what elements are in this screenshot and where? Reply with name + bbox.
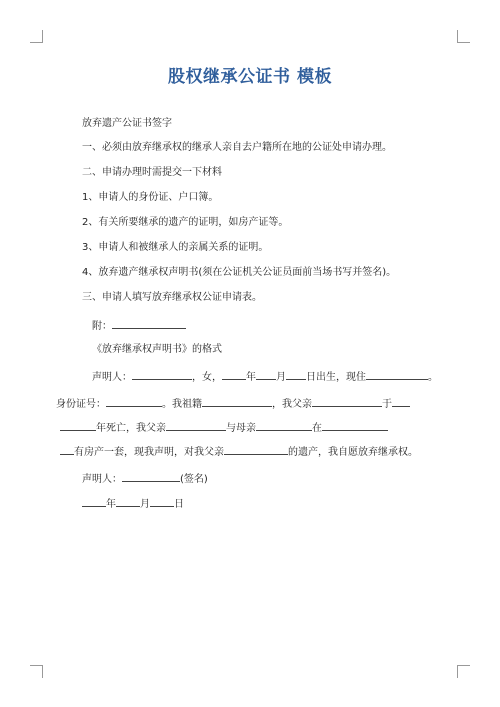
line-item-one: 一、必须由放弃继承权的继承人亲自去户籍所在地的公证处申请办理。 bbox=[82, 142, 392, 153]
crop-mark-bottom-left bbox=[30, 665, 43, 678]
declarant-label: 声明人： bbox=[92, 372, 132, 383]
id-blank bbox=[106, 395, 162, 407]
form-line-3 bbox=[60, 419, 388, 436]
name-blank bbox=[132, 368, 192, 380]
signature-suffix: (签名) bbox=[180, 474, 208, 485]
death-date-blank bbox=[392, 395, 410, 407]
location-blank bbox=[322, 419, 388, 431]
attachment-blank bbox=[112, 317, 186, 329]
died-text: 年死亡，我父亲 bbox=[96, 423, 166, 434]
birth-day-blank bbox=[286, 368, 306, 380]
ancestry-blank bbox=[202, 395, 272, 407]
signature-label: 声明人： bbox=[82, 474, 122, 485]
residence-blank bbox=[366, 368, 428, 380]
crop-mark-top-left bbox=[30, 30, 43, 43]
line-format-heading: 《放弃继承权声明书》的格式 bbox=[92, 344, 222, 355]
line-material-1: 1、申请人的身份证、户口簿。 bbox=[82, 192, 219, 203]
at-time-text: 于 bbox=[382, 399, 392, 410]
date-day-text: 日 bbox=[174, 499, 184, 510]
date-day-blank bbox=[150, 495, 174, 507]
line-item-three: 三、申请人填写放弃继承权公证申请表。 bbox=[82, 292, 262, 303]
form-line-4 bbox=[60, 443, 418, 460]
line-material-2: 2、有关所要继承的遗产的证明，如房产证等。 bbox=[82, 217, 289, 228]
renounce-text: 的遗产，我自愿放弃继承权。 bbox=[288, 447, 418, 458]
house-location-blank bbox=[60, 443, 74, 455]
father-name-blank-3 bbox=[224, 443, 288, 455]
line-signature-heading: 放弃遗产公证书签字 bbox=[82, 118, 172, 129]
month-text: 月 bbox=[276, 372, 286, 383]
date-month-text: 月 bbox=[140, 499, 150, 510]
crop-mark-bottom-right bbox=[457, 665, 470, 678]
date-year-blank bbox=[82, 495, 106, 507]
gender-text: ，女， bbox=[192, 372, 222, 383]
father-text: ，我父亲 bbox=[272, 399, 312, 410]
death-year-blank bbox=[60, 419, 96, 431]
document-title: 股权继承公证书 模板 bbox=[168, 67, 332, 87]
date-month-blank bbox=[116, 495, 140, 507]
birth-year-blank bbox=[222, 368, 246, 380]
attachment-label: 附： bbox=[92, 321, 112, 332]
crop-mark-top-right bbox=[457, 30, 470, 43]
line-material-4: 4、放弃遗产继承权声明书(须在公证机关公证员面前当场书写并签名)。 bbox=[82, 267, 397, 278]
form-line-1 bbox=[92, 368, 438, 385]
mother-text: 与母亲 bbox=[226, 423, 256, 434]
date-year-text: 年 bbox=[106, 499, 116, 510]
line-attachment bbox=[92, 317, 186, 334]
ancestry-text: 。我祖籍 bbox=[162, 399, 202, 410]
form-line-2 bbox=[56, 395, 410, 412]
birth-month-blank bbox=[256, 368, 276, 380]
line-material-3: 3、申请人和被继承人的亲属关系的证明。 bbox=[82, 242, 269, 253]
date-line bbox=[82, 495, 184, 512]
signature-line bbox=[82, 470, 208, 487]
line-item-two: 二、申请办理时需提交一下材料 bbox=[82, 167, 222, 178]
signature-blank bbox=[122, 470, 180, 482]
father-name-blank bbox=[312, 395, 382, 407]
house-text: 有房产一套，现我声明，对我父亲 bbox=[74, 447, 224, 458]
year-text: 年 bbox=[246, 372, 256, 383]
father-name-blank-2 bbox=[166, 419, 226, 431]
location-text: 在 bbox=[312, 423, 322, 434]
mother-name-blank bbox=[256, 419, 312, 431]
period-text: 。 bbox=[428, 372, 438, 383]
born-text: 日出生，现住 bbox=[306, 372, 366, 383]
id-label: 身份证号： bbox=[56, 399, 106, 410]
